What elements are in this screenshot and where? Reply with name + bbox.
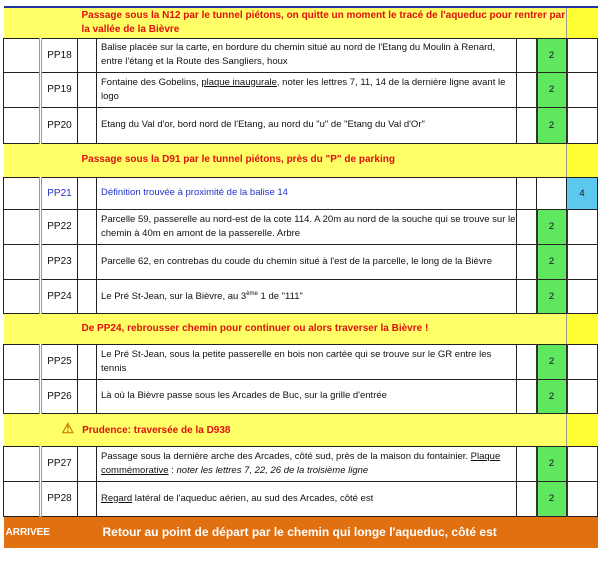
waypoint-description: Définition trouvée à proximité de la balise 14: [101, 187, 288, 198]
waypoint-id: PP18: [41, 38, 78, 72]
description-italic: noter les lettres 7, 22, 26 de la troisième ligne: [176, 464, 369, 476]
waypoint-row: [4, 344, 598, 379]
points-green: 2: [537, 446, 567, 481]
description-part: , noter les lettres 7, 11, 14 de la dernière ligne avant le logo: [101, 76, 506, 102]
description-cell: [97, 107, 517, 143]
description-cell: [97, 446, 517, 481]
note-cell: [61, 413, 567, 446]
note-cell: [78, 143, 567, 177]
waypoint-row: [4, 279, 598, 313]
description-cell: [97, 379, 517, 413]
note-cell: [78, 7, 567, 38]
arrival-text: Retour au point de départ par le chemin qui longe l'aqueduc, côté est: [97, 516, 598, 548]
waypoint-id: PP28: [41, 481, 78, 516]
points-green: 2: [537, 38, 567, 72]
note-row: [4, 313, 598, 344]
warning-row: [4, 413, 598, 446]
superscript: ème: [246, 291, 258, 298]
note-text: De PP24, rebrousser chemin pour continuer ou alors traverser la Bièvre !: [81, 322, 429, 334]
waypoint-description: Balise placée sur la carte, en bordure du chemin situé au nord de l'Etang du Moulin à Renard, entre l'étang et la Route des Sangliers, houx: [101, 42, 496, 67]
waypoint-description: Parcelle 59, passerelle au nord-est de la cote 114. A 20m au nord de la souche qui se trouve sur le chemin à 40m en amont de la passerelle. Arbre: [101, 213, 516, 239]
waypoint-description: Le Pré St-Jean, sous la petite passerelle en bois non cartée qui se trouve sur le GR entre les tennis: [101, 348, 492, 374]
note-text: Passage sous la N12 par le tunnel piétons, on quitte un moment le tracé de l'aqueduc pour rentrer par la vallée de la Bièvre: [81, 9, 566, 35]
waypoint-row: [4, 107, 598, 143]
description-cell: [97, 481, 517, 516]
waypoint-row: [4, 72, 598, 107]
waypoint-id: PP22: [41, 209, 78, 244]
points-green: 2: [537, 344, 567, 379]
waypoint-description: Parcelle 62, en contrebas du coude du chemin situé à l'est de la parcelle, le long de la Bièvre: [101, 255, 493, 267]
waypoint-row: [4, 177, 598, 209]
points-green: 2: [537, 481, 567, 516]
waypoint-id: PP24: [41, 279, 78, 313]
waypoint-id: PP25: [41, 344, 78, 379]
points-green: 2: [537, 379, 567, 413]
waypoint-row: [4, 446, 598, 481]
route-table: [3, 6, 598, 548]
waypoint-description: Etang du Val d'or, bord nord de l'Etang, au nord du "u" de "Etang du Val d'Or": [101, 119, 425, 130]
waypoint-row: [4, 38, 598, 72]
underlined-term: Plaque commémorative: [101, 450, 501, 476]
warning-icon: ⚠: [61, 420, 75, 436]
points-green: 2: [537, 72, 567, 107]
points-green: 2: [537, 209, 567, 244]
arrival-row: [4, 516, 598, 548]
note-cell: [78, 313, 567, 344]
waypoint-id: PP27: [41, 446, 78, 481]
description-part: Le Pré St-Jean, sur la Bièvre, au 3: [101, 291, 247, 303]
waypoint-row: [4, 244, 598, 279]
waypoint-id: PP23: [41, 244, 78, 279]
description-cell: [97, 279, 517, 313]
waypoint-row: [4, 379, 598, 413]
note-row: [4, 143, 598, 177]
note-text: Prudence: traversée de la D938: [82, 425, 231, 436]
waypoint-id: PP19: [41, 72, 78, 107]
description-cell: [97, 244, 517, 279]
underlined-term: Regard: [101, 492, 133, 504]
waypoint-row: [4, 209, 598, 244]
note-text: Passage sous la D91 par le tunnel piétons, près du "P" de parking: [81, 154, 395, 165]
arrival-label: ARRIVEE: [4, 516, 97, 548]
waypoint-id: PP26: [41, 379, 78, 413]
note-row: [4, 7, 598, 38]
points-green: 2: [537, 107, 567, 143]
waypoint-description: Là où la Bièvre passe sous les Arcades de Buc, sur la grille d'entrée: [101, 390, 387, 401]
points-green: 2: [537, 244, 567, 279]
description-part: latéral de l'aqueduc aérien, au sud des Arcades, côté est: [132, 492, 374, 504]
description-part: :: [168, 464, 177, 476]
description-cell: [97, 209, 517, 244]
points-blue: 4: [567, 177, 598, 209]
waypoint-row: [4, 481, 598, 516]
description-cell: [97, 38, 517, 72]
description-part: 1 de "111": [257, 291, 303, 303]
waypoint-id: PP20: [41, 107, 78, 143]
underlined-term: plaque inaugurale: [201, 76, 277, 88]
description-cell: [97, 344, 517, 379]
description-part: Fontaine des Gobelins,: [101, 76, 202, 88]
description-cell: [97, 177, 517, 209]
description-cell: [97, 72, 517, 107]
waypoint-id: PP21: [41, 177, 78, 209]
points-green: 2: [537, 279, 567, 313]
description-part: Passage sous la dernière arche des Arcades, côté sud, près de la maison du fontainier.: [101, 450, 471, 462]
